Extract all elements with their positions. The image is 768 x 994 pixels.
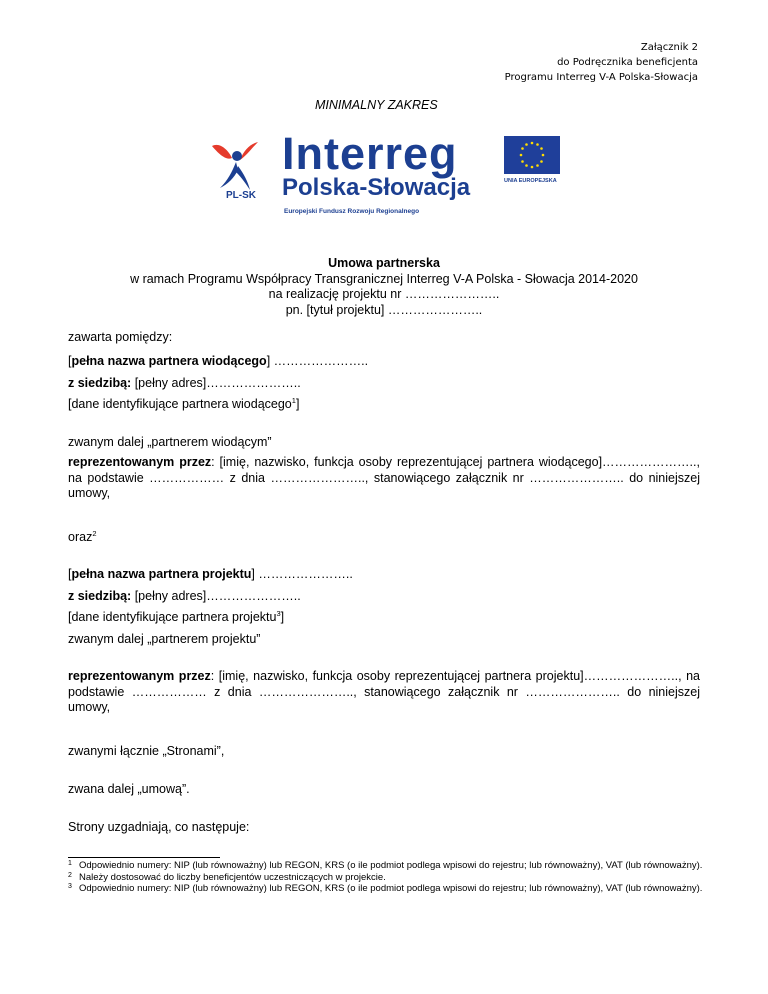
- agreement-alias: zwana dalej „umową”.: [68, 782, 190, 796]
- lead-partner-name-blank: ] …………………..: [266, 354, 369, 368]
- and-text: oraz: [68, 530, 93, 544]
- title-line-4: pn. [tytuł projektu] …………………..: [285, 302, 483, 317]
- footnote-separator: [68, 857, 220, 858]
- title-line-1: Umowa partnerska: [328, 256, 440, 270]
- lead-seat-label: z siedzibą:: [68, 376, 132, 390]
- project-rep-label: reprezentowanym przez: [68, 669, 211, 683]
- footnote-2-number: 2: [68, 871, 72, 879]
- attachment-reference: do Podręcznika beneficjenta: [557, 57, 698, 68]
- footnote-3-text: Odpowiednio numery: NIP (lub równoważny) lub REGON, KRS (o ile podmiot podlega wpisowi do rejestru; lub równoważny), VAT (lub równoważny).: [79, 883, 703, 895]
- eu-label: UNIA EUROPEJSKA: [504, 178, 557, 184]
- project-seat-value: [pełny adres]…………………..: [131, 589, 301, 603]
- footnote-3-number: 3: [68, 883, 72, 891]
- footnote-2: [68, 872, 704, 884]
- lead-partner-alias: zwanym dalej „partnerem wiodącym”: [68, 435, 272, 449]
- project-id-text: [dane identyfikujące partnera projektu: [68, 610, 277, 624]
- footnote-ref-2[interactable]: 2: [92, 528, 97, 538]
- project-rep-text: : [imię, nazwisko, funkcja osoby reprezentującej partnera projektu]………………….., na podstawie ……………… z dnia ………………….., stanowiącego załącznik nr ………………….. do niniejszej umowy,: [68, 669, 700, 714]
- parties-intro: zawarta pomiędzy:: [68, 330, 173, 344]
- interreg-logo: [206, 128, 566, 224]
- attachment-number: Załącznik 2: [640, 42, 698, 53]
- footnote-1-number: 1: [68, 860, 72, 867]
- attachment-programme: Programu Interreg V-A Polska-Słowacja: [504, 72, 698, 83]
- lead-partner-name-label: pełna nazwa partnera wiodącego: [71, 354, 267, 368]
- polska-slowacja-wordmark: Polska-Słowacja: [282, 174, 471, 201]
- agreement-title: [0, 256, 768, 318]
- minimal-scope-label: MINIMALNY ZAKRES: [315, 98, 438, 112]
- lead-rep-text: : [imię, nazwisko, funkcja osoby reprezentującej partnera wiodącego]………………….., na podstawie ……………… z dnia ………………….., stanowiącego załącznik nr ………………….. do niniejszej umowy,: [68, 455, 700, 500]
- footnote-1-text: Odpowiednio numery: NIP (lub równoważny) lub REGON, KRS (o ile podmiot podlega wpisowi do rejestru; lub równoważny), VAT (lub równoważny).: [79, 860, 703, 871]
- footnote-3: [68, 883, 704, 895]
- project-partner-name-label: pełna nazwa partnera projektu: [71, 567, 252, 581]
- footnote-ref-3[interactable]: 3: [276, 608, 281, 618]
- pl-sk-label: PL-SK: [226, 190, 256, 201]
- and-connector: [68, 530, 700, 546]
- footnote-ref-1[interactable]: 1: [291, 395, 296, 405]
- parties-agree: Strony uzgadniają, co następuje:: [68, 820, 250, 834]
- pl-sk-figure-icon: [206, 136, 266, 196]
- footnote-1: [68, 860, 704, 872]
- project-partner-id: [dane identyfikujące partnera projektu$^3$]: [68, 608, 285, 624]
- eu-flag-icon: [504, 136, 560, 174]
- lead-partner-seat: [68, 376, 700, 392]
- lead-id-text: [dane identyfikujące partnera wiodącego: [68, 397, 292, 411]
- lead-partner-representative: [68, 455, 700, 502]
- footnote-2-text: Należy dostosować do liczby beneficjentów uczestniczących w projekcie.: [79, 871, 386, 883]
- project-partner-name-blank: ] …………………..: [251, 567, 353, 581]
- lead-partner-id: [dane identyfikujące partnera wiodącego$^1$]: [68, 395, 300, 411]
- erdf-label: Europejski Fundusz Rozwoju Regionalnego: [284, 208, 420, 215]
- parties-alias: zwanymi łącznie „Stronami”,: [68, 744, 225, 758]
- lead-rep-label: reprezentowanym przez: [68, 455, 212, 469]
- lead-partner-name: [pełna nazwa partnera wiodącego] …………………..: [68, 354, 369, 368]
- title-line-3: na realizację projektu nr …………………..: [268, 287, 500, 301]
- footnotes: [68, 860, 704, 895]
- project-partner-representative: [68, 669, 700, 716]
- title-line-2: w ramach Programu Współpracy Transgranicznej Interreg V-A Polska - Słowacja 2014-2020: [130, 271, 638, 286]
- lead-seat-value: [pełny adres]…………………..: [131, 376, 301, 390]
- project-partner-name: [pełna nazwa partnera projektu] …………………..: [68, 567, 353, 581]
- interreg-wordmark: Interreg: [282, 128, 458, 179]
- project-seat-label: z siedzibą:: [68, 589, 132, 603]
- attachment-header: [505, 40, 698, 85]
- project-partner-seat: [68, 589, 700, 605]
- project-partner-alias: zwanym dalej „partnerem projektu”: [68, 632, 261, 646]
